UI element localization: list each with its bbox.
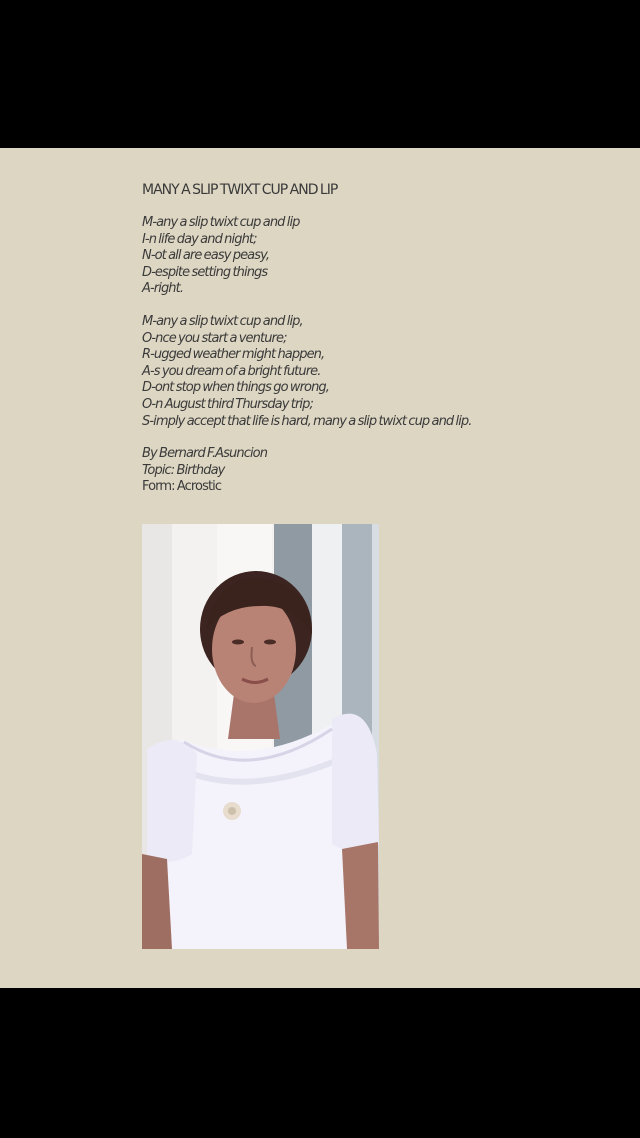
portrait-photo	[142, 524, 379, 949]
poem-line: I-n life day and night;	[142, 231, 257, 247]
stanza-1	[142, 215, 612, 298]
poem-page	[0, 148, 640, 988]
poem-line: D-ont stop when things go wrong,	[142, 380, 330, 396]
poem-line: A-right.	[142, 281, 184, 297]
poem-line: O-nce you start a venture;	[142, 330, 287, 346]
poem-line: D-espite setting things	[142, 264, 268, 280]
poem-line: N-ot all are easy peasy,	[142, 248, 270, 264]
form-line: Form: Acrostic	[142, 479, 222, 495]
stanza-2	[142, 314, 612, 430]
poem-line: O-n August third Thursday trip;	[142, 396, 313, 412]
poem-line: M-any a slip twixt cup and lip	[142, 215, 300, 230]
poem-title: MANY A SLIP TWIXT CUP AND LIP	[142, 182, 338, 198]
poem-line: A-s you dream of a bright future.	[142, 363, 321, 379]
poem-meta	[142, 446, 612, 496]
poem-line: S-imply accept that life is hard, many a slip twixt cup and lip.	[142, 413, 472, 429]
poem-content	[142, 181, 612, 496]
poem-line: M-any a slip twixt cup and lip,	[142, 313, 303, 329]
poem-line: R-ugged weather might happen,	[142, 347, 325, 363]
author-line: By Bernard F.Asuncion	[142, 446, 268, 462]
topic-line: Topic: Birthday	[142, 462, 225, 478]
